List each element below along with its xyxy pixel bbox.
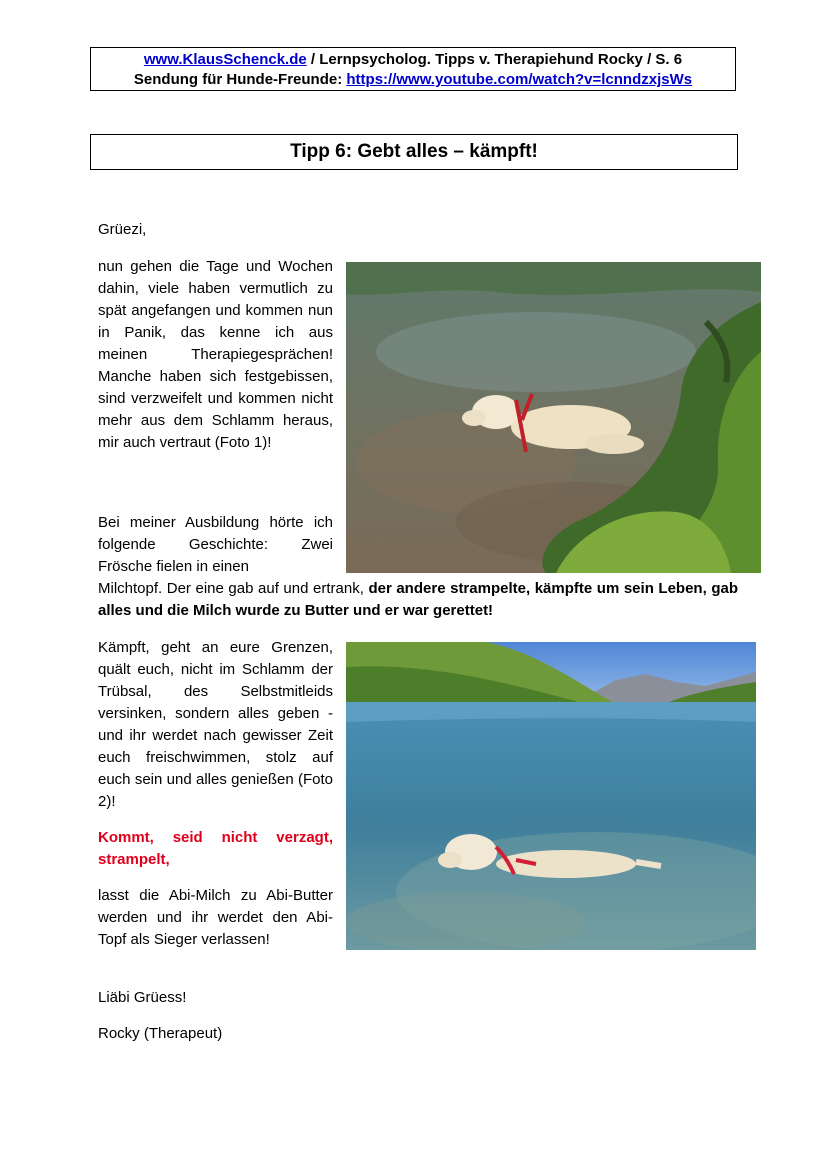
page-header-box (90, 47, 736, 91)
paragraph-2-bold: der andere strampelte, kämpfte um sein Leben, gab alles und die Milch wurde zu Butter und er war gerettet! (98, 580, 738, 619)
red-callout: Kommt, seid nicht verzagt, strampelt, (98, 829, 333, 868)
header-line-2 (91, 70, 735, 90)
photo-2-dog-swimming (346, 642, 756, 950)
tip-title: Tipp 6: Gebt alles – kämpft! (90, 134, 738, 170)
paragraph-1: nun gehen die Tage und Wochen dahin, viele haben vermutlich zu spät angefangen und kommen nun in Panik, das kenne ich aus meinen Therapiegesprächen! Manche haben sich festgebissen, sind verzweifelt und kommen nicht mehr aus dem Schlamm heraus, mir auch vertraut (Foto 1)! (98, 258, 333, 451)
header-prefix: Sendung für Hunde-Freunde: (133, 71, 347, 88)
greeting: Grüezi, (98, 221, 147, 238)
header-line-1 (91, 50, 735, 70)
youtube-link[interactable]: https://www.youtube.com/watch?v=lcnndzxjsWs (346, 71, 693, 88)
site-link[interactable]: www.KlausSchenck.de (143, 51, 307, 68)
photo-1-dog-in-mud (346, 262, 761, 573)
paragraph-2-plain: Milchtopf. Der eine gab auf und ertrank, (98, 580, 369, 597)
paragraph-4: lasst die Abi-Milch zu Abi-Butter werden und ihr werdet den Abi-Topf als Sieger verlassen! (98, 887, 333, 948)
paragraph-2-top: Bei meiner Ausbildung hörte ich folgende Geschichte: Zwei Frösche fielen in einen (98, 514, 333, 575)
paragraph-3: Kämpft, geht an eure Grenzen, quält euch, nicht im Schlamm der Trübsal, des Selbstmitleids versinken, sondern alles geben - und ihr werdet nach gewisser Zeit euch freischwimmen, stolz auf euch sein und alles genießen (Foto 2)! (98, 639, 333, 810)
closing: Liäbi Grüess! (98, 989, 187, 1006)
signature: Rocky (Therapeut) (98, 1025, 223, 1042)
paragraph-2-bottom (98, 578, 738, 622)
header-title: / Lernpsycholog. Tipps v. Therapiehund Rocky / S. 6 (306, 51, 683, 68)
